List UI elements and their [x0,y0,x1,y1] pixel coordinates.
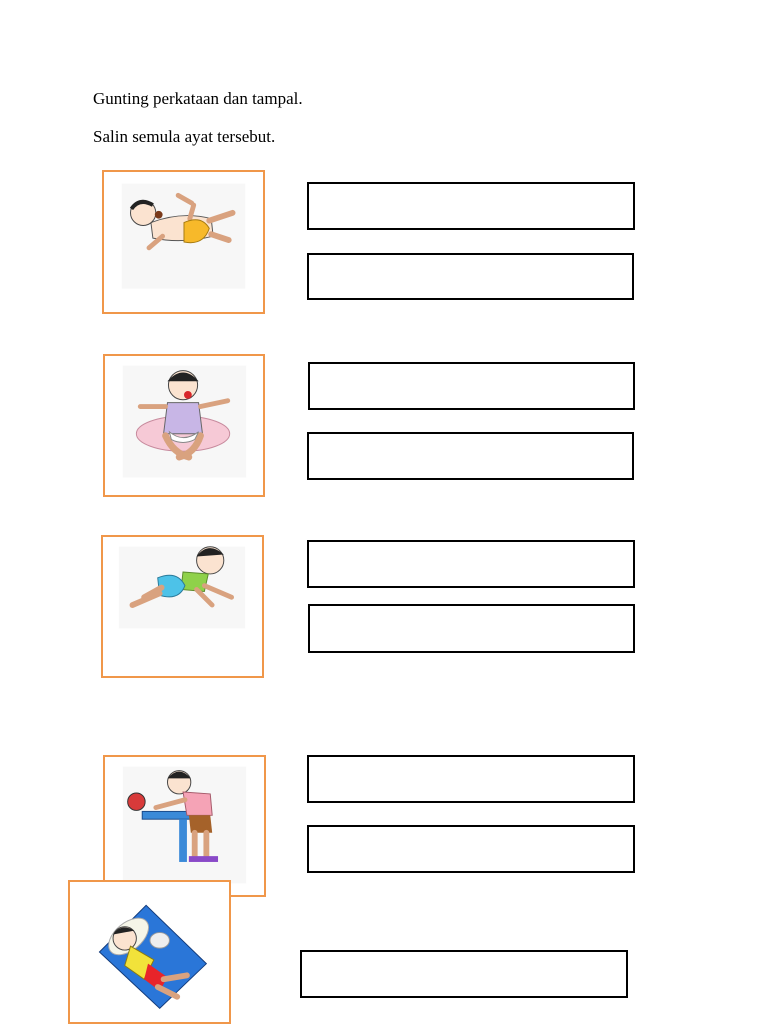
answer-box-3a[interactable] [307,540,635,588]
answer-box-2a[interactable] [308,362,635,410]
instruction-copy-sentence: Salin semula ayat tersebut. [93,127,276,146]
answer-box-2b[interactable] [307,432,634,480]
answer-box-4b[interactable] [307,825,635,873]
picture-frame-2 [103,354,265,497]
answer-box-5a[interactable] [300,950,628,998]
baby-crawling-illustration [103,537,262,676]
instruction-cut-paste: Gunting perkataan dan tampal. [93,89,303,108]
answer-box-3b[interactable] [308,604,635,653]
answer-box-4a[interactable] [307,755,635,803]
baby-sitting-illustration [105,356,263,495]
baby-sleeping-illustration [70,882,229,1022]
baby-standing-illustration [105,757,264,895]
picture-frame-3 [101,535,264,678]
baby-lying-illustration [104,172,263,312]
picture-frame-5 [68,880,231,1024]
picture-frame-1 [102,170,265,314]
picture-frame-4 [103,755,266,897]
answer-box-1a[interactable] [307,182,635,230]
answer-box-1b[interactable] [307,253,634,300]
